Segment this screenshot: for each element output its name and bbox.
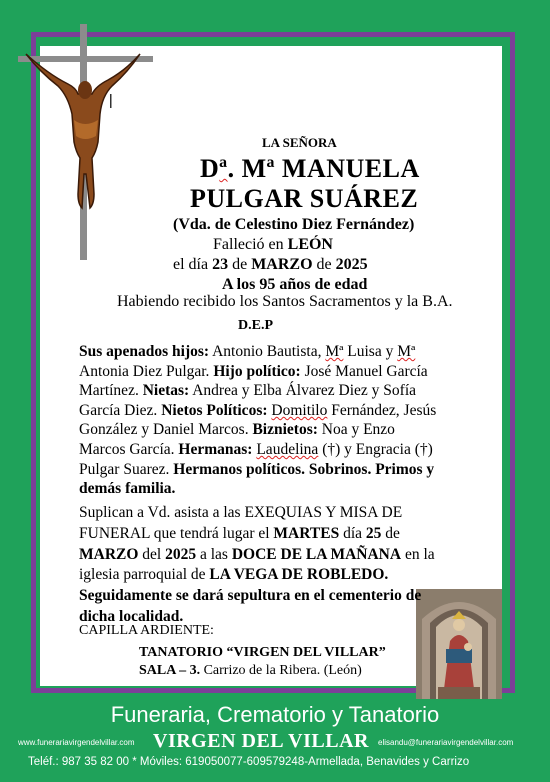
name-title-prefix: ª: [219, 154, 228, 183]
widow-of: (Vda. de Celestino Diez Fernández): [173, 216, 415, 233]
date-de2: de: [312, 256, 336, 273]
family-text: (†) y Engracia (†): [318, 440, 433, 458]
funeral-time: DOCE DE LA MAÑANA: [231, 545, 402, 563]
family-text: Luisa y: [343, 343, 398, 360]
death-month: MARZO: [251, 256, 313, 273]
email-link[interactable]: elisandu@funerariavirgendelvillar.com: [378, 738, 514, 747]
granddaughters-label: Nietas:: [142, 382, 190, 400]
funeral-text: de: [381, 524, 400, 542]
funeral-day: 25: [365, 524, 382, 542]
rest-of-family-label: demás familia.: [79, 480, 176, 498]
death-date: [173, 256, 368, 274]
family-text: Antonio Bautista,: [209, 343, 326, 360]
sisters-label: Hermanas:: [178, 440, 253, 458]
family-text: Fernández, Jesús: [327, 401, 437, 419]
dep: D.E.P: [238, 318, 273, 333]
family-line: [79, 479, 436, 499]
family-text: Martínez.: [79, 382, 143, 400]
funeral-line: [79, 545, 435, 566]
chapel-label: CAPILLA ARDIENTE:: [79, 623, 214, 638]
family-text: José Manuel García: [300, 362, 428, 380]
family-text: Mª: [397, 343, 416, 360]
funeral-month: MARZO: [79, 545, 139, 563]
died-in: [213, 236, 333, 254]
funeral-line: [79, 503, 435, 524]
funeral-text: en la: [401, 545, 435, 563]
family-text: Domitilo: [271, 401, 328, 419]
date-de1: de: [228, 256, 252, 273]
family-line: [79, 362, 436, 382]
chapel-room-number: SALA – 3.: [139, 663, 201, 678]
contact-info: Teléf.: 987 35 82 00 * Móviles: 619050077-609579248-Armellada, Benavides y Carrizo: [28, 756, 470, 768]
funeral-text: Suplican a Vd. asista a las EXEQUIAS Y MISA DE: [79, 504, 403, 521]
children-label: Sus apenados hijos:: [79, 343, 210, 360]
funeral-weekday: MARTES: [273, 524, 340, 542]
family-text: Andrea y Elba Álvarez Diez y Sofía: [189, 382, 417, 400]
website-link[interactable]: www.funerariavirgendelvillar.com: [18, 738, 135, 747]
funeral-line: [79, 565, 435, 586]
name-line1-rest: . Mª MANUELA: [227, 154, 420, 183]
family-text: González y Daniel Marcos.: [79, 421, 253, 439]
died-in-prefix: Falleció en: [213, 236, 288, 253]
funeral-text: a las: [196, 545, 232, 563]
footer-brand-row: [0, 730, 550, 752]
death-place: LEÓN: [287, 236, 333, 253]
funeral-text: del: [138, 545, 166, 563]
family-line: [79, 342, 436, 362]
funeral-place: LA VEGA DE ROBLEDO.: [209, 566, 389, 584]
family-text: Antonia Diez Pulgar.: [79, 362, 214, 380]
funeral-text: día: [339, 524, 366, 542]
funeral-year: 2025: [165, 545, 197, 563]
relatives-label: Hermanos políticos. Sobrinos. Primos y: [173, 460, 435, 478]
family-text: Mª: [325, 343, 344, 360]
funeral-line: [79, 586, 435, 607]
family-text: Noa y Enzo: [317, 421, 395, 439]
brand-name: VIRGEN DEL VILLAR: [153, 730, 369, 752]
family-line: [79, 420, 436, 440]
son-in-law-label: Hijo político:: [213, 362, 301, 380]
age: A los 95 años de edad: [222, 276, 368, 293]
chapel-name: TANATORIO “VIRGEN DEL VILLAR”: [139, 645, 386, 660]
sacraments: Habiendo recibido los Santos Sacramentos y la B.A.: [117, 293, 453, 310]
senora-label: LA SEÑORA: [262, 135, 337, 150]
death-year: 2025: [335, 256, 368, 273]
family-line: [79, 401, 436, 421]
family-text: García Diez.: [79, 401, 162, 419]
burial-text: dicha localidad.: [79, 607, 184, 625]
family-text: Laudelina: [256, 440, 319, 458]
funeral-text: FUNERAL que tendrá lugar el: [79, 524, 274, 542]
chapel-room: [139, 663, 362, 679]
family-text: Marcos García.: [79, 440, 179, 458]
footer: [0, 700, 550, 782]
death-day: 23: [212, 256, 229, 273]
burial-text: Seguidamente se dará sepultura en el cementerio de: [79, 587, 422, 605]
family-line: [79, 381, 436, 401]
family-line: [79, 440, 436, 460]
great-grandchildren-label: Biznietos:: [252, 421, 318, 439]
funeral-text: iglesia parroquial de: [79, 566, 210, 584]
deceased-name-line2: PULGAR SUÁREZ: [190, 184, 419, 213]
funeral-line: [79, 524, 435, 545]
grandsons-in-law-label: Nietos Políticos:: [161, 401, 268, 419]
family-text: Pulgar Suarez.: [79, 460, 174, 478]
deceased-name-line1: Dª. Mª MANUELA: [200, 154, 420, 183]
family-paragraph: [79, 342, 436, 499]
date-prefix: el día: [173, 256, 213, 273]
footer-title: Funeraria, Crematorio y Tanatorio: [110, 702, 440, 727]
chapel-location: Carrizo de la Ribera. (León): [200, 663, 362, 678]
family-line: [79, 460, 436, 480]
funeral-paragraph: [79, 503, 435, 628]
crucifix-image: [18, 24, 158, 264]
